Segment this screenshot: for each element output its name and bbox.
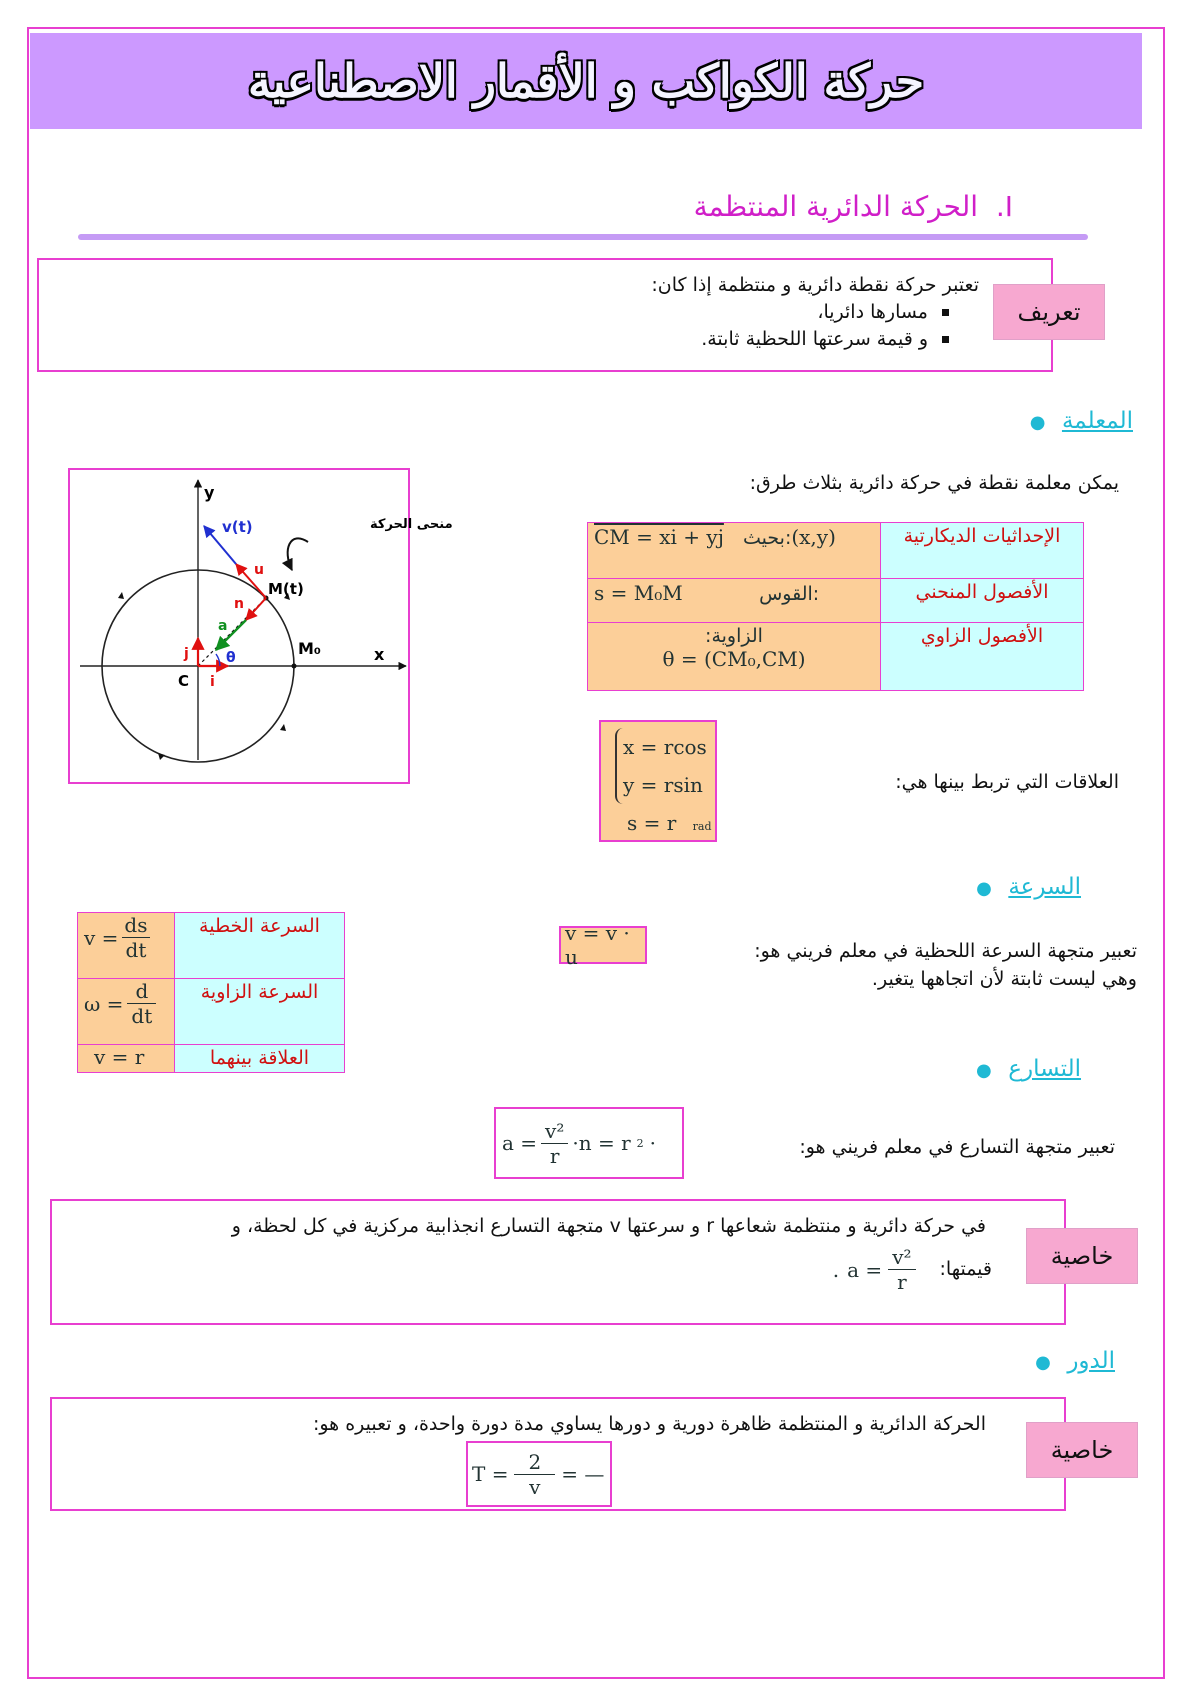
label-x: x bbox=[374, 645, 385, 664]
label-theta: θ bbox=[226, 650, 236, 666]
relation-x: x = rcos bbox=[623, 735, 707, 759]
label-n: n bbox=[234, 596, 244, 612]
page-title: حركة الكواكب و الأقمار الاصطناعية bbox=[248, 54, 924, 108]
definition-item: و قيمة سرعتها اللحظية ثابتة. bbox=[179, 326, 979, 353]
curvilinear-cell: s = M₀M القوس: bbox=[588, 579, 881, 623]
section-heading bbox=[694, 190, 1013, 223]
reference-heading-row bbox=[1030, 408, 1133, 434]
bullet-square-icon bbox=[942, 336, 949, 343]
angular-velocity-formula: ω = $\frac{d}{dt}$ bbox=[78, 979, 175, 1045]
table-row bbox=[588, 523, 1084, 579]
velocity-text-1: تعبير متجهة السرعة اللحظية في معلم فريني هو: bbox=[754, 940, 1137, 962]
bullet-dot-icon: ● bbox=[1035, 1352, 1063, 1373]
relation-label: العلاقة بينهما bbox=[175, 1045, 345, 1073]
bullet-dot-icon: ● bbox=[976, 878, 1004, 899]
relation-unit: rad bbox=[692, 820, 712, 833]
label-a: a bbox=[218, 618, 228, 634]
definition-text bbox=[179, 272, 979, 353]
property-tag-1: خاصية bbox=[1026, 1228, 1138, 1284]
label-i: i bbox=[210, 674, 215, 690]
velocity-formula: v = v · u bbox=[559, 926, 647, 964]
title-banner bbox=[30, 33, 1142, 129]
label-u: u bbox=[254, 562, 264, 578]
linear-velocity-formula: v = $\frac{ds}{dt}$ bbox=[78, 913, 175, 979]
circle-diagram bbox=[70, 470, 453, 782]
property-value-label: قيمتها: bbox=[939, 1258, 992, 1280]
property-formula: . a = $\frac{\text{v²}}{r}$ bbox=[833, 1245, 916, 1294]
n-vector bbox=[246, 598, 266, 620]
cartesian-cell: CM = xi + yj بحيث:(x,y) bbox=[588, 523, 881, 579]
bullet-square-icon bbox=[942, 309, 949, 316]
velocity-heading[interactable]: السرعة bbox=[1008, 874, 1081, 900]
reference-table bbox=[587, 522, 1084, 691]
section-rule bbox=[78, 234, 1088, 240]
period-formula: T = $\frac{2}{v}$ = — bbox=[466, 1441, 612, 1507]
section-title: الحركة الدائرية المنتظمة bbox=[693, 190, 979, 223]
acceleration-heading[interactable]: التسارع bbox=[1008, 1056, 1081, 1082]
bullet-dot-icon: ● bbox=[976, 1060, 1004, 1081]
acceleration-formula: a = $\frac{\text{v²}}{r}$ ·n = r 2 · bbox=[494, 1107, 684, 1179]
curvilinear-label: الأفصول المنحني bbox=[881, 579, 1084, 623]
relations-formula bbox=[599, 720, 717, 842]
angular-velocity-label: السرعة الزاوية bbox=[175, 979, 345, 1045]
reference-intro: يمكن معلمة نقطة في حركة دائرية بثلاث طرق: bbox=[749, 472, 1119, 494]
relation-formula: v = r bbox=[78, 1045, 175, 1073]
label-curve: منحى الحركة bbox=[370, 517, 453, 532]
table-row bbox=[588, 579, 1084, 623]
table-row bbox=[588, 623, 1084, 691]
property-value-row bbox=[833, 1245, 992, 1294]
cartesian-label: الإحداثيات الديكارتية bbox=[881, 523, 1084, 579]
definition-box bbox=[37, 258, 1053, 372]
definition-tag: تعريف bbox=[993, 284, 1105, 340]
acceleration-text: تعبير متجهة التسارع في معلم فريني هو: bbox=[799, 1136, 1115, 1158]
label-y: y bbox=[204, 483, 215, 502]
relations-text: العلاقات التي تربط بينها هي: bbox=[895, 771, 1119, 793]
property-text: في حركة دائرية و منتظمة شعاعها r و سرعتها v متجهة التسارع انجذابية مركزية في كل لحظة، و bbox=[231, 1215, 986, 1237]
table-row bbox=[78, 979, 345, 1045]
velocity-heading-row bbox=[976, 874, 1081, 900]
period-heading[interactable]: الدور bbox=[1067, 1348, 1115, 1374]
property-box-2 bbox=[50, 1397, 1066, 1511]
bullet-dot-icon: ● bbox=[1029, 412, 1057, 433]
property-box-1 bbox=[50, 1199, 1066, 1325]
label-mt: M(t) bbox=[268, 580, 304, 598]
section-number: I. bbox=[995, 190, 1013, 223]
acceleration-heading-row bbox=[976, 1056, 1081, 1082]
period-text: الحركة الدائرية و المنتظمة ظاهرة دورية و دورها يساوي مدة دورة واحدة، و تعبيره هو: bbox=[312, 1413, 986, 1435]
definition-item: مسارها دائريا، bbox=[179, 299, 979, 326]
table-row bbox=[78, 1045, 345, 1073]
period-heading-row bbox=[1035, 1348, 1115, 1374]
angular-cell: الزاوية: θ = (CM₀,CM) bbox=[588, 623, 881, 691]
label-m0: M₀ bbox=[298, 639, 321, 658]
table-row bbox=[78, 913, 345, 979]
velocity-text-2: وهي ليست ثابتة لأن اتجاهها يتغير. bbox=[871, 968, 1137, 990]
circle-figure bbox=[68, 468, 453, 784]
linear-velocity-label: السرعة الخطية bbox=[175, 913, 345, 979]
angular-label: الأفصول الزاوي bbox=[881, 623, 1084, 691]
relation-s: s = r bbox=[627, 811, 677, 835]
property-tag-2: خاصية bbox=[1026, 1422, 1138, 1478]
label-j: j bbox=[184, 646, 189, 662]
definition-intro: تعتبر حركة نقطة دائرية و منتظمة إذا كان: bbox=[651, 274, 979, 296]
label-vt: v(t) bbox=[222, 518, 253, 536]
relation-y: y = rsin bbox=[623, 773, 703, 797]
label-c: C bbox=[178, 672, 190, 690]
reference-heading[interactable]: المعلمة bbox=[1061, 408, 1133, 434]
velocity-table bbox=[77, 912, 345, 1073]
